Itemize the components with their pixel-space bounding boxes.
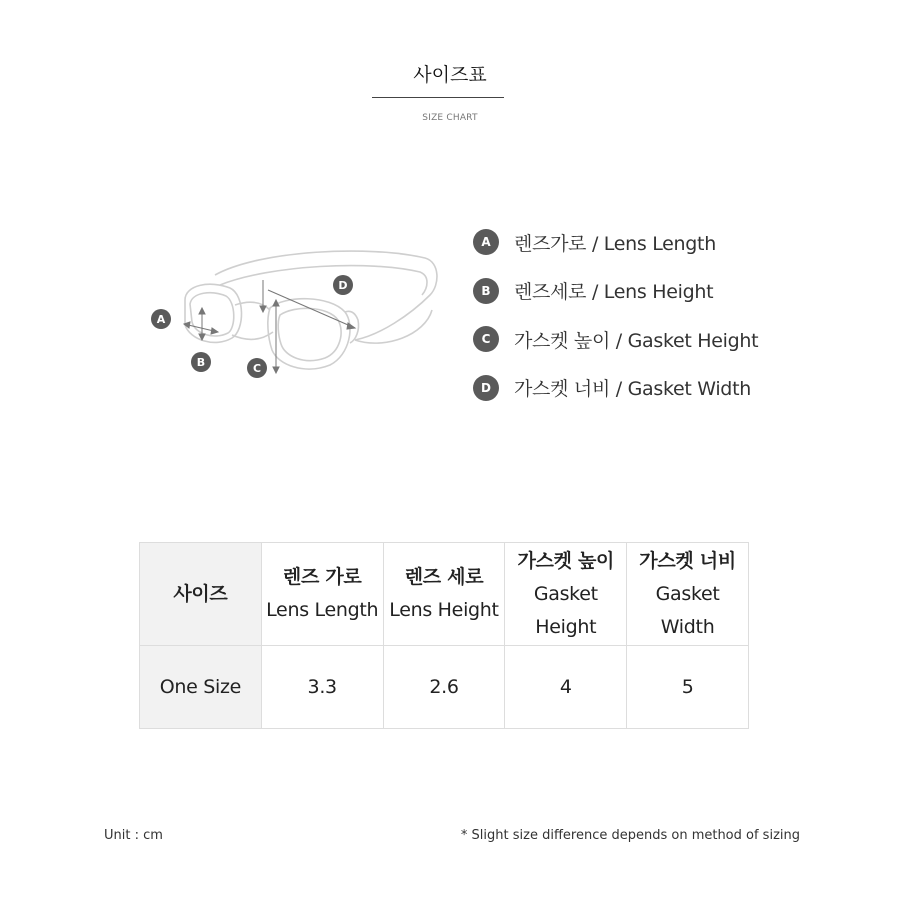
title-divider xyxy=(372,97,504,98)
table-cell-size: One Size xyxy=(140,646,262,729)
table-cell-gasket-width: 5 xyxy=(627,646,749,729)
header-label-en: Gasket Height xyxy=(533,582,598,638)
goggles-diagram xyxy=(140,240,450,390)
header-label-en: Lens Height xyxy=(389,599,499,621)
legend-label: 렌즈세로 / Lens Height xyxy=(514,281,714,304)
table-row xyxy=(140,646,749,729)
diagram-badge-d xyxy=(333,275,353,295)
svg-text:C: C xyxy=(252,362,262,375)
table-header-row xyxy=(140,543,749,646)
header-label-en: Lens Length xyxy=(266,599,379,621)
header-label-en: Gasket Width xyxy=(655,582,720,638)
svg-text:D: D xyxy=(338,279,348,292)
page-subtitle: SIZE CHART xyxy=(422,113,478,123)
legend-badge: D xyxy=(473,375,499,401)
size-table xyxy=(139,542,749,729)
diagram-badge-c xyxy=(247,358,267,378)
goggles-outline xyxy=(185,251,437,369)
legend-item-lens-height xyxy=(473,267,758,316)
unit-note: Unit : cm xyxy=(104,828,163,843)
legend-label: 가스켓 높이 / Gasket Height xyxy=(514,329,759,352)
legend-item-gasket-width xyxy=(473,364,758,413)
measurement-legend xyxy=(473,218,758,412)
table-cell-gasket-height: 4 xyxy=(505,646,627,729)
diagram-badges xyxy=(151,275,353,378)
legend-label: 렌즈가로 / Lens Length xyxy=(514,232,716,255)
legend-badge: A xyxy=(473,229,499,255)
legend-item-gasket-height xyxy=(473,315,758,364)
table-cell-lens-height: 2.6 xyxy=(383,646,505,729)
header-label-ko: 렌즈 가로 xyxy=(282,566,362,588)
table-header-lens-length xyxy=(261,543,383,646)
page-title: 사이즈표 xyxy=(413,64,487,86)
header-label-ko: 사이즈 xyxy=(173,582,228,605)
svg-text:A: A xyxy=(156,313,166,326)
header-label-ko: 렌즈 세로 xyxy=(404,566,484,588)
diagram-badge-b xyxy=(191,352,211,372)
header-label-ko: 가스켓 높이 xyxy=(517,549,615,572)
legend-badge: C xyxy=(473,326,499,352)
header-label-ko: 가스켓 너비 xyxy=(639,549,736,572)
svg-text:B: B xyxy=(196,356,206,369)
table-header-lens-height xyxy=(383,543,505,646)
sizing-disclaimer: * Slight size difference depends on method of sizing xyxy=(460,828,800,843)
table-cell-lens-length: 3.3 xyxy=(261,646,383,729)
legend-item-lens-length xyxy=(473,218,758,267)
table-header-gasket-height xyxy=(505,543,627,646)
table-header-gasket-width xyxy=(627,543,749,646)
table-header-size xyxy=(140,543,262,646)
legend-badge: B xyxy=(473,278,499,304)
legend-label: 가스켓 너비 / Gasket Width xyxy=(514,378,751,401)
diagram-badge-a xyxy=(151,309,171,329)
